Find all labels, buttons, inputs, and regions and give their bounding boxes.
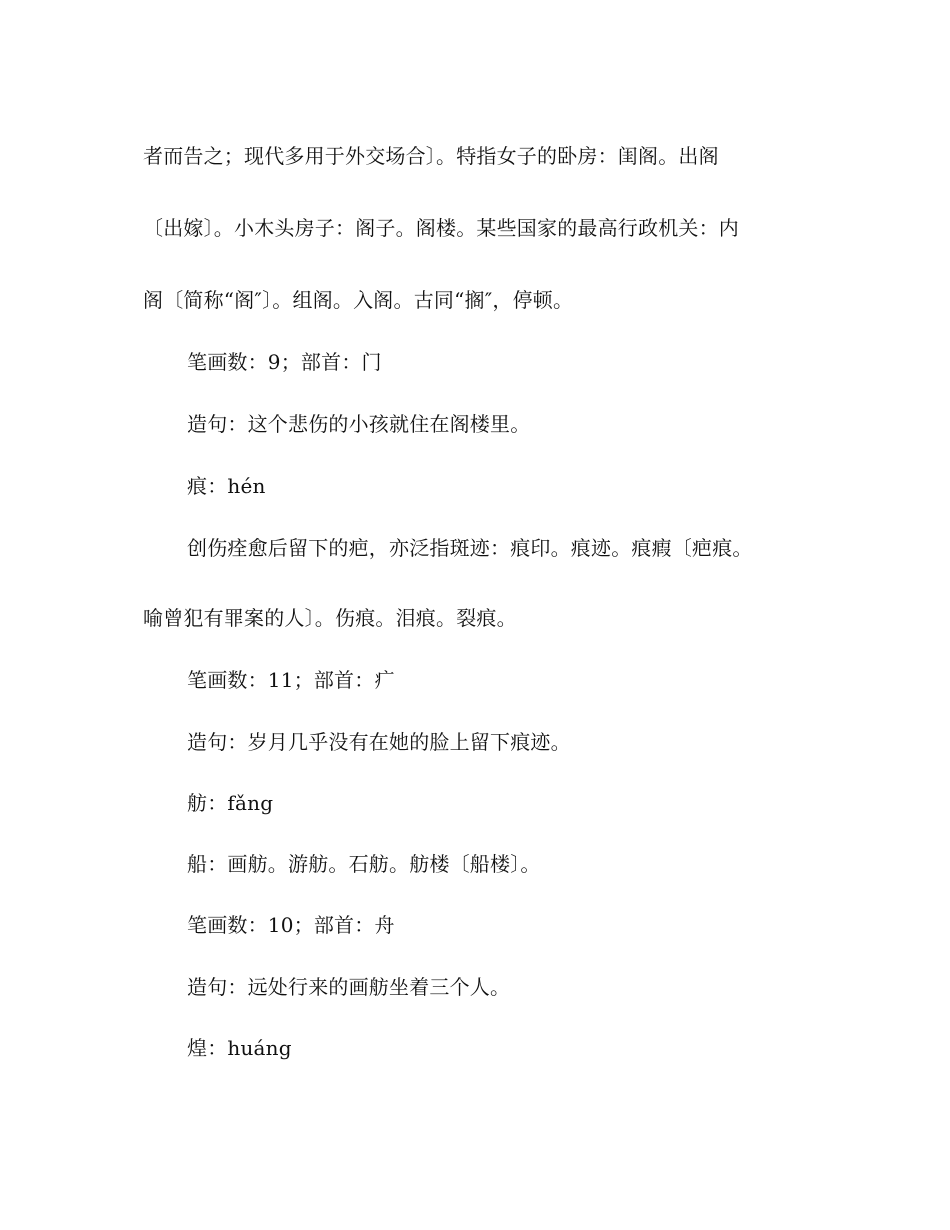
definition-text-line: 创伤痊愈后留下的疤，亦泛指斑迹：痕印。痕迹。痕瘕〔疤痕。 (187, 536, 753, 560)
definition-text-line: 〔出嫁〕。小木头房子：阁子。阁楼。某些国家的最高行政机关：内 (143, 216, 739, 240)
definition-text-line: 者而告之；现代多用于外交场合〕。特指女子的卧房：闺阁。出阁 (143, 144, 719, 168)
character-pinyin-line: 痕：hén (187, 474, 266, 498)
definition-text-line: 船：画舫。游舫。石舫。舫楼〔船楼〕。 (187, 852, 541, 876)
example-sentence-line: 造句：远处行来的画舫坐着三个人。 (187, 975, 511, 999)
definition-text-line: 阁〔简称“阁″〕。组阁。入阁。古同“搁″，停顿。 (143, 288, 574, 312)
example-sentence-line: 造句：这个悲伤的小孩就住在阁楼里。 (187, 412, 531, 436)
stroke-count-line: 笔画数：10；部首：舟 (187, 913, 395, 937)
example-sentence-line: 造句：岁月几乎没有在她的脸上留下痕迹。 (187, 730, 571, 754)
character-pinyin-line: 舫：fǎng (187, 791, 274, 815)
definition-text-line: 喻曾犯有罪案的人〕。伤痕。泪痕。裂痕。 (143, 606, 517, 630)
character-pinyin-line: 煌：huáng (187, 1036, 292, 1060)
stroke-count-line: 笔画数：9；部首：门 (187, 350, 382, 374)
stroke-count-line: 笔画数：11；部首：疒 (187, 668, 395, 692)
